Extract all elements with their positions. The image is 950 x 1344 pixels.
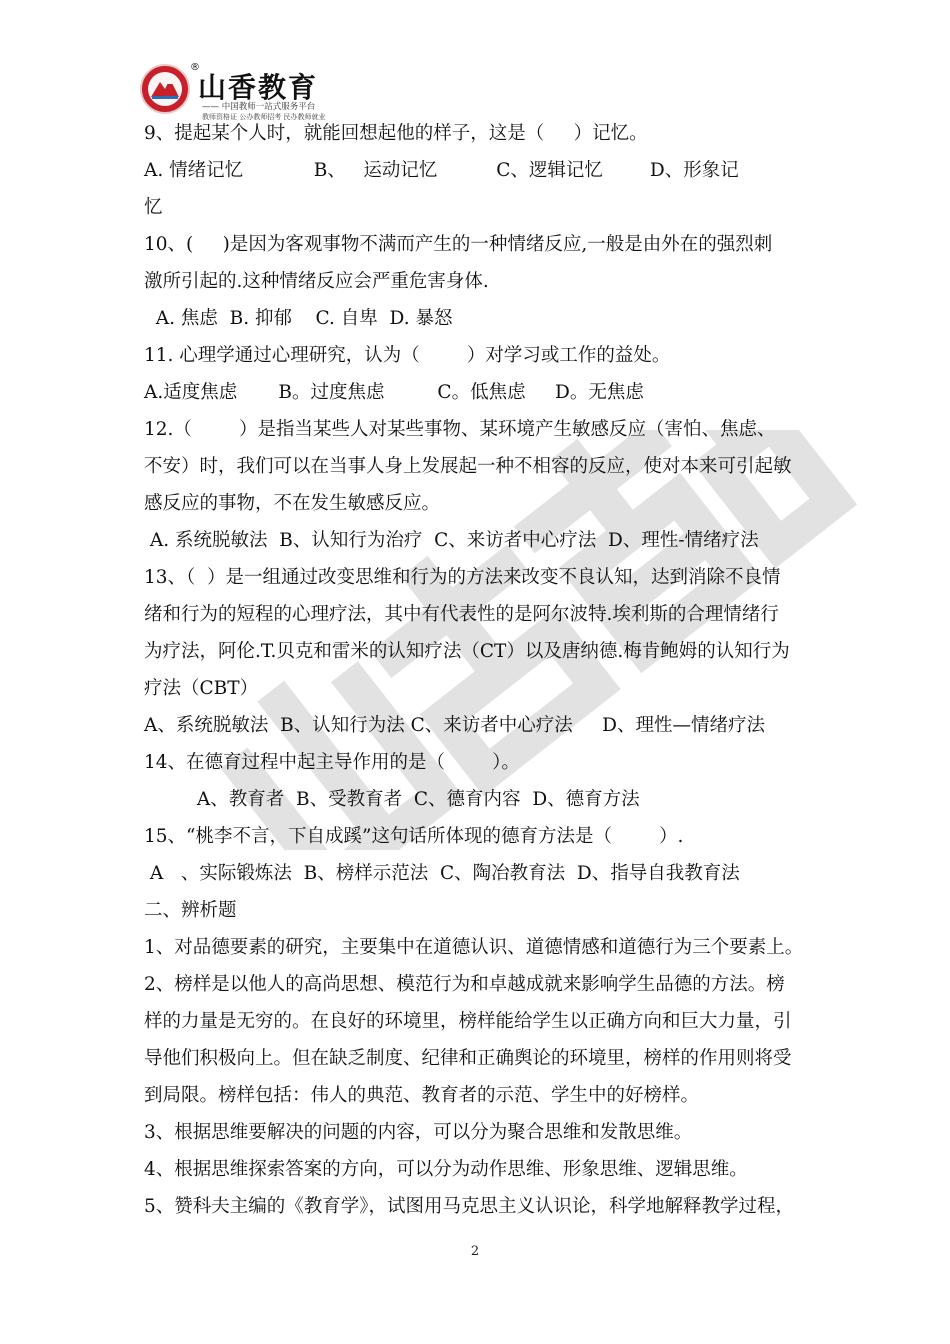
text-line: 12.（ ）是指当某些人对某些事物、某环境产生敏感反应（害怕、焦虑、 (144, 419, 776, 440)
logo-icon (140, 64, 190, 114)
text-line: 绪和行为的短程的心理疗法，其中有代表性的是阿尔波特.埃利斯的合理情绪行 (144, 604, 779, 625)
text-line: A、教育者 B、受教育者 C、德育内容 D、德育方法 (144, 789, 640, 810)
text-line: 忆 (144, 197, 163, 218)
text-line: 15、“桃李不言，下自成蹊”这句话所体现的德育方法是（ ）. (144, 826, 684, 847)
brand-subline: 教师资格证 公办教师招考 民办教师就业 (202, 113, 326, 121)
text-line: 10、( )是因为客观事物不满而产生的一种情绪反应,一般是由外在的强烈刺 (144, 234, 773, 255)
text-line: 3、根据思维要解决的问题的内容，可以分为聚合思维和发散思维。 (144, 1122, 693, 1143)
text-line: 样的力量是无穷的。在良好的环境里，榜样能给学生以正确方向和巨大力量，引 (144, 1011, 792, 1032)
text-line: 感反应的事物，不在发生敏感反应。 (144, 493, 441, 514)
text-line: 13、（ ）是一组通过改变思维和行为的方法来改变不良认知，达到消除不良情 (144, 567, 781, 588)
text-line: 4、根据思维探索答案的方向，可以分为动作思维、形象思维、逻辑思维。 (144, 1159, 748, 1180)
text-line: 2、榜样是以他人的高尚思想、模范行为和卓越成就来影响学生品德的方法。榜 (144, 974, 785, 995)
header (140, 62, 400, 121)
text-line: 14、在德育过程中起主导作用的是（ ）。 (144, 752, 520, 773)
brand-tagline: —— 中国教师一站式服务平台 (202, 102, 316, 112)
text-line: 导他们积极向上。但在缺乏制度、纪律和正确舆论的环境里，榜样的作用则将受 (144, 1048, 792, 1069)
text-line: 到局限。榜样包括：伟人的典范、教育者的示范、学生中的好榜样。 (144, 1085, 700, 1106)
text-line: A. 系统脱敏法 B、认知行为治疗 C、来访者中心疗法 D、理性-情绪疗法 (144, 530, 759, 551)
text-line: 1、对品德要素的研究，主要集中在道德认识、道德情感和道德行为三个要素上。 (144, 937, 804, 958)
registered-mark: ® (190, 62, 200, 73)
brand-name: 山香教育 (198, 71, 319, 104)
text-line: 9、提起某个人时，就能回想起他的样子，这是（ ）记忆。 (144, 123, 648, 144)
text-line: 疗法（CBT） (144, 678, 259, 699)
text-line: A、系统脱敏法 B、认知行为法 C、来访者中心疗法 D、理性—情绪疗法 (144, 715, 765, 736)
text-line: A. 情绪记忆 B、 运动记忆 C、逻辑记忆 D、形象记 (144, 160, 739, 181)
text-line: 激所引起的.这种情绪反应会严重危害身体. (144, 271, 489, 292)
page-number: 2 (470, 1244, 480, 1259)
section-heading: 二、辨析题 (144, 900, 237, 921)
text-line: 为疗法，阿伦.T.贝克和雷米的认知疗法（CT）以及唐纳德.梅肯鲍姆的认知行为 (144, 641, 790, 662)
text-line: A. 焦虑 B. 抑郁 C. 自卑 D. 暴怒 (144, 308, 453, 329)
text-line: 不安）时，我们可以在当事人身上发展起一种不相容的反应，使对本来可引起敏 (144, 456, 792, 477)
document-body (144, 115, 814, 1225)
text-line: A.适度焦虑 B。过度焦虑 C。低焦虑 D。无焦虑 (144, 382, 644, 403)
text-line: A 、实际锻炼法 B、榜样示范法 C、陶冶教育法 D、指导自我教育法 (144, 863, 740, 884)
text-line: 11. 心理学通过心理研究，认为（ ）对学习或工作的益处。 (144, 345, 671, 366)
text-line: 5、赞科夫主编的《教育学》，试图用马克思主义认识论，科学地解释教学过程， (144, 1196, 795, 1217)
